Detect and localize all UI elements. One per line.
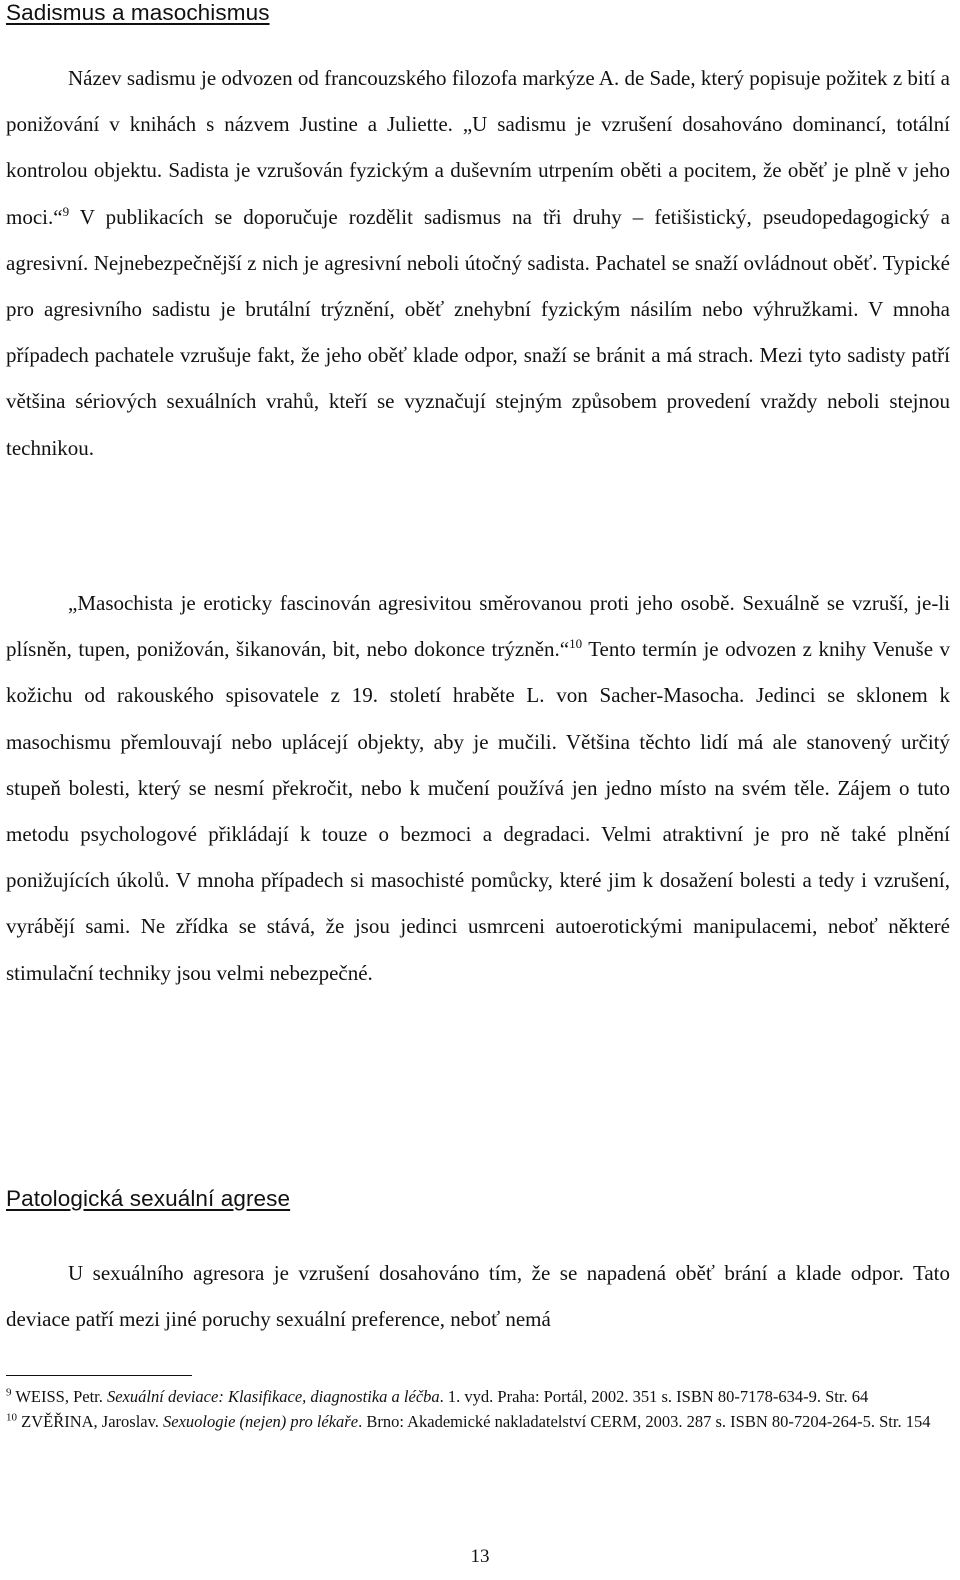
body-paragraph: U sexuálního agresora je vzrušení dosahováno tím, že se napadená oběť brání a klade odpor. Tato deviace patří mezi jiné poruchy sexuální preference, neboť nemá <box>6 1261 950 1332</box>
body-paragraph <box>6 580 950 996</box>
paragraph-text: „Masochista je eroticky fascinován agresivitou směrovanou proti jeho osobě. Sexuálně se vzruší, je-li plísněn, tupen, ponižován, šikanován, bit, nebo dokonce trýzněn.“ <box>6 591 950 662</box>
footnote-separator <box>6 1375 192 1376</box>
footnotes <box>6 1386 950 1436</box>
page-number: 13 <box>470 1546 490 1567</box>
footnote-title: Sexuologie (nejen) pro lékaře <box>163 1412 359 1431</box>
footnote-reference[interactable]: 10 <box>569 636 583 652</box>
paragraph-text: V publikacích se doporučuje rozdělit sadismus na tři druhy – fetišistický, pseudopedagogický a agresivní. Nejnebezpečnější z nich je agresivní neboli útočný sadista. Pachatel se snaží ovládnout oběť. Typické pro agresivního sadistu je brutální trýznění, oběť znehybní fyzickým násilím nebo výhružkami. V mnoha případech pachatele vzrušuje fakt, že jeho oběť klade odpor, snaží se bránit a má strach. Mezi tyto sadisty patří většina sériových sexuálních vrahů, kteří se vyznačují stejným způsobem provedení vraždy neboli stejnou technikou. <box>6 204 950 460</box>
footnote-author: WEISS, Petr. <box>15 1387 107 1406</box>
footnote-title: Sexuální deviace: Klasifikace, diagnostika a léčba <box>107 1387 440 1406</box>
footnote-number: 9 <box>6 1386 12 1399</box>
footnote <box>6 1411 950 1432</box>
footnote-reference[interactable]: 9 <box>62 203 70 219</box>
footnote-number: 10 <box>6 1411 17 1424</box>
footnote-details: . 1. vyd. Praha: Portál, 2002. 351 s. ISBN 80-7178-634-9. Str. 64 <box>439 1387 869 1406</box>
section-heading: Patologická sexuální agrese <box>6 1186 291 1211</box>
footnote-author: ZVĚŘINA, Jaroslav. <box>21 1412 164 1431</box>
footnote <box>6 1386 950 1407</box>
paragraph-text: Název sadismu je odvozen od francouzského filozofa markýze A. de Sade, který popisuje požitek z bití a ponižování v knihách s názvem Justine a Juliette. „U sadismu je vzrušení dosahováno dominancí, totální kontrolou objektu. Sadista je vzrušován fyzickým a duševním utrpením oběti a pocitem, že oběť je plně v jeho moci.“ <box>6 66 950 229</box>
section-heading: Sadismus a masochismus <box>6 0 270 25</box>
body-paragraph <box>6 55 950 471</box>
footnote-details: . Brno: Akademické nakladatelství CERM, 2003. 287 s. ISBN 80-7204-264-5. Str. 154 <box>358 1412 931 1431</box>
paragraph-text: Tento termín je odvozen z knihy Venuše v kožichu od rakouského spisovatele z 19. století hraběte L. von Sacher-Masocha. Jedinci se sklonem k masochismu přemlouvají nebo uplácejí objekty, aby je mučili. Většina těchto lidí má ale stanovený určitý stupeň bolesti, který se nesmí překročit, nebo k mučení používá jen jedno místo na svém těle. Zájem o tuto metodu psychologové přikládají k touze o bezmoci a degradaci. Velmi atraktivní je pro ně také plnění ponižujících úkolů. V mnoha případech si masochisté pomůcky, které jim k dosažení bolesti a tedy i vzrušení, vyrábějí sami. Ne zřídka se stává, že jsou jedinci usmrceni autoerotickými manipulacemi, neboť některé stimulační techniky jsou velmi nebezpečné. <box>6 637 950 985</box>
